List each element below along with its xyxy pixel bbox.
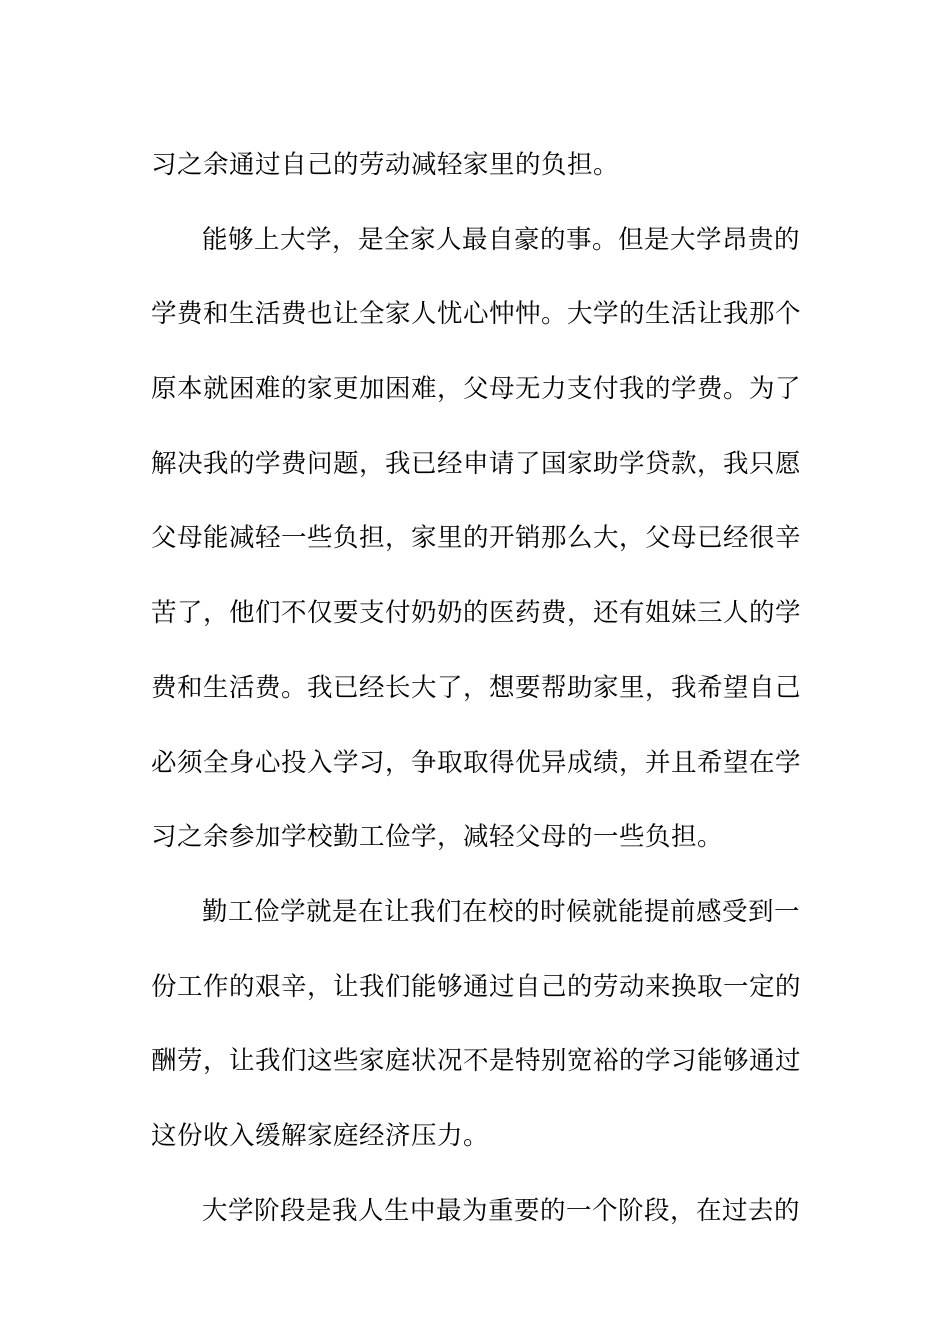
document-body <box>151 128 802 1248</box>
text-line-11: 勤工俭学就是在让我们在校的时候就能提前感受到一 <box>202 896 801 927</box>
text-line-10: 习之余参加学校勤工俭学，减轻父母的一些负担。 <box>151 822 724 853</box>
text-line-12: 份工作的艰辛，让我们能够通过自己的劳动来换取一定的 <box>151 971 802 1002</box>
text-line-13: 酬劳，让我们这些家庭状况不是特别宽裕的学习能够通过 <box>151 1046 802 1077</box>
text-line-1: 习之余通过自己的劳动减轻家里的负担。 <box>151 150 620 180</box>
text-line-8: 费和生活费。我已经长大了，想要帮助家里，我希望自己 <box>151 672 802 703</box>
text-line-5: 解决我的学费问题，我已经申请了国家助学贷款，我只愿 <box>151 448 802 479</box>
text-line-3: 学费和生活费也让全家人忧心忡忡。大学的生活让我那个 <box>151 299 802 330</box>
text-line-14: 这份收入缓解家庭经济压力。 <box>151 1120 490 1151</box>
text-line-2: 能够上大学，是全家人最自豪的事。但是大学昂贵的 <box>202 224 801 255</box>
text-line-4: 原本就困难的家更加困难，父母无力支付我的学费。为了 <box>151 374 802 405</box>
text-line-6: 父母能减轻一些负担，家里的开销那么大，父母已经很辛 <box>151 523 802 554</box>
text-line-15: 大学阶段是我人生中最为重要的一个阶段，在过去的 <box>202 1195 801 1226</box>
text-line-9: 必须全身心投入学习，争取取得优异成绩，并且希望在学 <box>151 747 802 778</box>
text-line-7: 苦了，他们不仅要支付奶奶的医药费，还有姐妹三人的学 <box>151 598 802 629</box>
